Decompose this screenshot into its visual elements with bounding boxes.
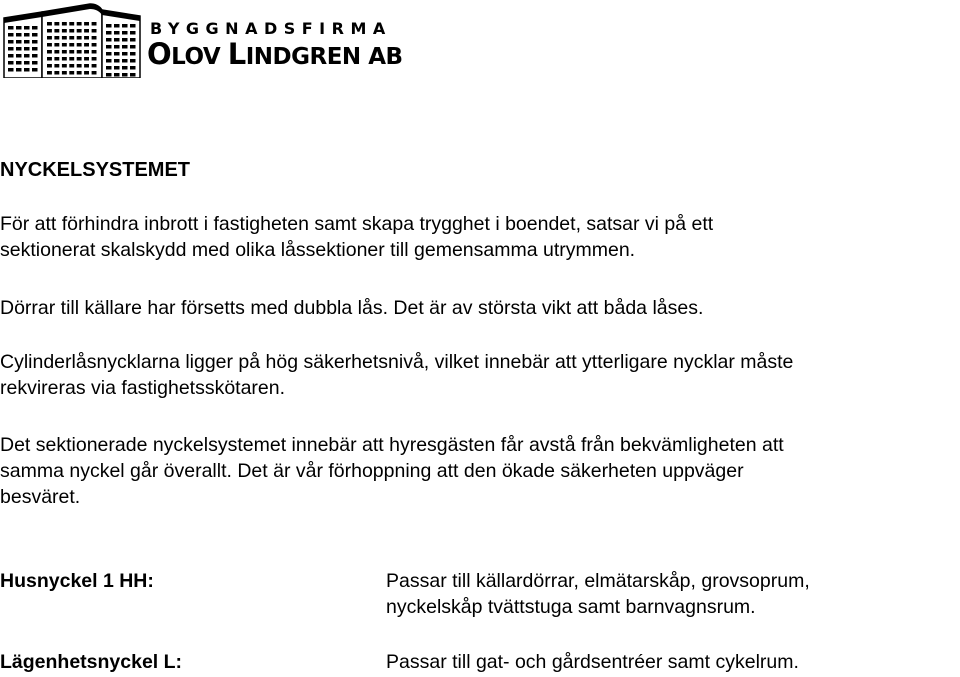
paragraph-line: rekvireras via fastighetsskötaren. <box>0 377 286 399</box>
key-description-house-key <box>386 568 810 620</box>
paragraph-sectioned-system <box>0 432 960 510</box>
building-logo <box>2 2 142 78</box>
paragraph-basement-doors <box>0 295 960 321</box>
paragraph-line: För att förhindra inbrott i fastigheten samt skapa trygghet i boendet, satsar vi på ett <box>0 213 714 235</box>
paragraph-line: besväret. <box>0 486 81 508</box>
key-description-line: Passar till källardörrar, elmätarskåp, grovsoprum, <box>386 570 810 592</box>
paragraph-line: Dörrar till källare har försetts med dubbla lås. Det är av största vikt att båda låses. <box>0 297 704 319</box>
company-name: OLOV LINDGREN AB <box>147 37 403 71</box>
paragraph-line: sektionerat skalskydd med olika låssektioner till gemensamma utrymmen. <box>0 239 636 261</box>
paragraph-intro <box>0 211 960 263</box>
key-description-apartment-key <box>386 649 799 675</box>
key-label-apartment-key: Lägenhetsnyckel L: <box>0 651 183 673</box>
key-description-line: nyckelskåp tvättstuga samt barnvagnsrum. <box>386 596 756 618</box>
paragraph-line: Cylinderlåsnycklarna ligger på hög säkerhetsnivå, vilket innebär att ytterligare nycklar måste <box>0 351 794 373</box>
key-label-house-key: Husnyckel 1 HH: <box>0 570 154 592</box>
paragraph-line: Det sektionerade nyckelsystemet innebär att hyresgästen får avstå från bekvämligheten att <box>0 434 784 456</box>
company-subtitle: BYGGNADSFIRMA <box>150 19 392 38</box>
document-title: NYCKELSYSTEMET <box>0 159 191 181</box>
paragraph-line: samma nyckel går överallt. Det är vår förhoppning att den ökade säkerheten uppväger <box>0 460 744 482</box>
key-description-line: Passar till gat- och gårdsentréer samt cykelrum. <box>386 651 799 673</box>
paragraph-cylinder-keys <box>0 349 960 401</box>
letterhead <box>0 0 960 80</box>
